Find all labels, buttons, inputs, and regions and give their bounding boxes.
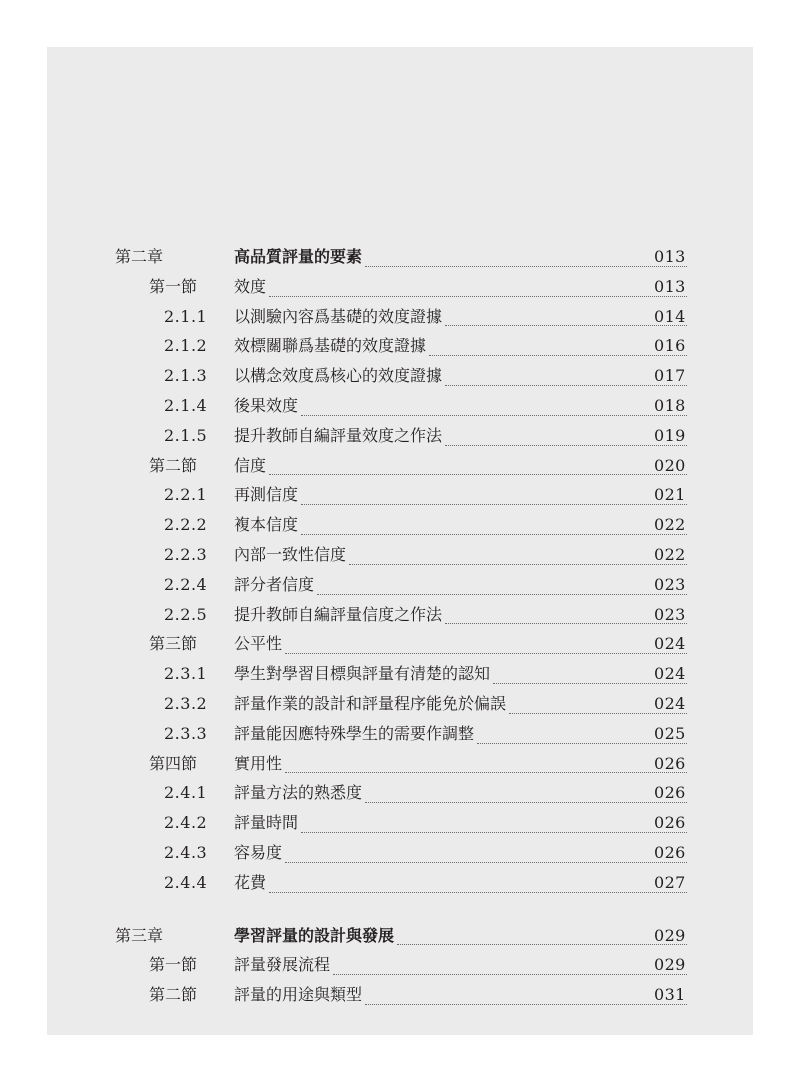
toc-sub-number: 2.1.4 [164, 395, 208, 415]
dot-leader [269, 296, 687, 297]
toc-section-number: 第四節 [149, 753, 198, 773]
toc-entry [234, 391, 687, 421]
dot-leader [301, 415, 687, 416]
toc-sub-number: 2.1.3 [164, 366, 208, 386]
toc-sub-number: 2.4.3 [164, 842, 208, 862]
dot-leader [269, 474, 687, 475]
toc-sub-title: 複本信度 [234, 515, 299, 535]
toc-page-number: 031 [654, 985, 686, 1005]
toc-entry [234, 921, 687, 951]
toc-sub-title: 評分者信度 [234, 574, 315, 594]
toc-chapter-number: 第三章 [115, 925, 164, 945]
toc-entry [234, 421, 687, 451]
toc-sub-number: 2.4.1 [164, 783, 208, 803]
dot-leader [445, 325, 687, 326]
dot-leader [365, 1004, 687, 1005]
toc-entry [234, 689, 687, 719]
toc-page-number: 024 [654, 693, 686, 713]
toc-entry [234, 868, 687, 898]
toc-entry [234, 980, 687, 1010]
toc-sub-title: 評量方法的熟悉度 [234, 783, 363, 803]
toc-sub-row [47, 421, 753, 451]
toc-page-number: 023 [654, 574, 686, 594]
toc-sub-number: 2.2.4 [164, 574, 208, 594]
toc-page-number: 014 [654, 306, 686, 326]
toc-entry [234, 242, 687, 272]
toc-sub-row [47, 778, 753, 808]
toc-chapter-row [47, 921, 753, 951]
toc-page-number: 019 [654, 425, 686, 445]
toc-entry [234, 272, 687, 302]
toc-entry [234, 331, 687, 361]
toc-sub-title: 評量作業的設計和評量程序能免於偏誤 [234, 693, 507, 713]
toc-sub-title: 後果效度 [234, 395, 299, 415]
toc-sub-number: 2.2.1 [164, 485, 208, 505]
toc-entry [234, 950, 687, 980]
toc-sub-row [47, 659, 753, 689]
toc-entry [234, 808, 687, 838]
dot-leader [317, 594, 687, 595]
toc-sub-row [47, 510, 753, 540]
toc-sub-title: 學生對學習目標與評量有清楚的認知 [234, 664, 491, 684]
dot-leader [365, 802, 687, 803]
toc-entry [234, 719, 687, 749]
toc-section-number: 第二節 [149, 455, 198, 475]
toc-page-number: 026 [654, 842, 686, 862]
toc-entry [234, 778, 687, 808]
toc-page-number: 026 [654, 813, 686, 833]
toc-sub-number: 2.1.1 [164, 306, 208, 326]
toc-section-title: 信度 [234, 455, 267, 475]
toc-sub-title: 容易度 [234, 842, 283, 862]
toc-sub-row [47, 600, 753, 630]
toc-sub-title: 評量時間 [234, 813, 299, 833]
toc-sub-number: 2.3.3 [164, 723, 208, 743]
toc-entry [234, 510, 687, 540]
toc-page-number: 024 [654, 634, 686, 654]
dot-leader [365, 266, 687, 267]
toc-sub-row [47, 540, 753, 570]
toc-sub-title: 花費 [234, 872, 267, 892]
dot-leader [301, 534, 687, 535]
toc-page-number: 029 [654, 925, 686, 945]
toc-page-number: 023 [654, 604, 686, 624]
table-of-contents [47, 242, 753, 1010]
dot-leader [301, 832, 687, 833]
toc-section-title: 實用性 [234, 753, 283, 773]
toc-section-title: 公平性 [234, 634, 283, 654]
dot-leader [285, 653, 687, 654]
toc-sub-row [47, 331, 753, 361]
dot-leader [445, 445, 687, 446]
dot-leader [333, 974, 687, 975]
toc-page-number: 026 [654, 783, 686, 803]
toc-section-row [47, 272, 753, 302]
toc-section-row [47, 749, 753, 779]
toc-sub-row [47, 302, 753, 332]
toc-sub-row [47, 361, 753, 391]
toc-sub-number: 2.4.2 [164, 813, 208, 833]
toc-sub-number: 2.2.5 [164, 604, 208, 624]
dot-leader [269, 892, 687, 893]
toc-page-number: 022 [654, 515, 686, 535]
toc-sub-title: 提升教師自編評量信度之作法 [234, 604, 443, 624]
toc-entry [234, 451, 687, 481]
toc-sub-title: 評量能因應特殊學生的需要作調整 [234, 723, 475, 743]
toc-entry [234, 749, 687, 779]
toc-page-number: 022 [654, 544, 686, 564]
toc-entry [234, 629, 687, 659]
toc-entry [234, 600, 687, 630]
toc-page-number: 029 [654, 955, 686, 975]
toc-sub-number: 2.3.2 [164, 693, 208, 713]
toc-sub-title: 內部一致性信度 [234, 544, 347, 564]
toc-page-number: 021 [654, 485, 686, 505]
toc-page-number: 013 [654, 276, 686, 296]
toc-section-row [47, 980, 753, 1010]
dot-leader [285, 772, 687, 773]
toc-page-number: 013 [654, 247, 686, 266]
toc-sub-row [47, 480, 753, 510]
toc-sub-row [47, 689, 753, 719]
toc-sub-title: 以構念效度爲核心的效度證據 [234, 366, 443, 386]
toc-section-row [47, 950, 753, 980]
toc-page-number: 025 [654, 723, 686, 743]
toc-section-row [47, 629, 753, 659]
toc-section-title: 評量的用途與類型 [234, 985, 363, 1005]
toc-sub-row [47, 868, 753, 898]
dot-leader [301, 504, 687, 505]
document-page [47, 47, 753, 1035]
toc-section-number: 第一節 [149, 955, 198, 975]
toc-section-row [47, 451, 753, 481]
toc-sub-row [47, 808, 753, 838]
toc-sub-row [47, 570, 753, 600]
toc-sub-number: 2.2.3 [164, 544, 208, 564]
toc-entry [234, 480, 687, 510]
toc-chapter-title: 學習評量的設計與發展 [234, 925, 395, 945]
toc-sub-number: 2.3.1 [164, 664, 208, 684]
toc-page-number: 027 [654, 872, 686, 892]
toc-entry [234, 659, 687, 689]
toc-page-number: 020 [654, 455, 686, 475]
toc-section-title: 效度 [234, 276, 267, 296]
toc-section-title: 評量發展流程 [234, 955, 331, 975]
dot-leader [445, 623, 687, 624]
toc-entry [234, 302, 687, 332]
dot-leader [285, 862, 687, 863]
toc-sub-title: 以測驗內容爲基礎的效度證據 [234, 306, 443, 326]
toc-section-number: 第一節 [149, 276, 198, 296]
toc-sub-number: 2.2.2 [164, 515, 208, 535]
toc-sub-title: 提升教師自編評量效度之作法 [234, 425, 443, 445]
dot-leader [429, 355, 687, 356]
toc-page-number: 016 [654, 336, 686, 356]
toc-page-number: 017 [654, 366, 686, 386]
toc-chapter-row [47, 242, 753, 272]
toc-sub-title: 效標關聯爲基礎的效度證據 [234, 336, 427, 356]
toc-chapter-title: 高品質評量的要素 [234, 247, 363, 266]
toc-section-number: 第二節 [149, 985, 198, 1005]
toc-page-number: 026 [654, 753, 686, 773]
toc-sub-row [47, 391, 753, 421]
toc-sub-number: 2.1.2 [164, 336, 208, 356]
toc-entry [234, 540, 687, 570]
dot-leader [397, 944, 687, 945]
toc-page-number: 018 [654, 395, 686, 415]
toc-chapter-number: 第二章 [115, 247, 164, 266]
toc-page-number: 024 [654, 664, 686, 684]
toc-entry [234, 838, 687, 868]
toc-entry [234, 361, 687, 391]
toc-sub-title: 再測信度 [234, 485, 299, 505]
toc-sub-row [47, 838, 753, 868]
dot-leader [445, 385, 687, 386]
toc-sub-number: 2.4.4 [164, 872, 208, 892]
toc-sub-number: 2.1.5 [164, 425, 208, 445]
toc-sub-row [47, 719, 753, 749]
dot-leader [349, 564, 687, 565]
toc-entry [234, 570, 687, 600]
toc-section-number: 第三節 [149, 634, 198, 654]
